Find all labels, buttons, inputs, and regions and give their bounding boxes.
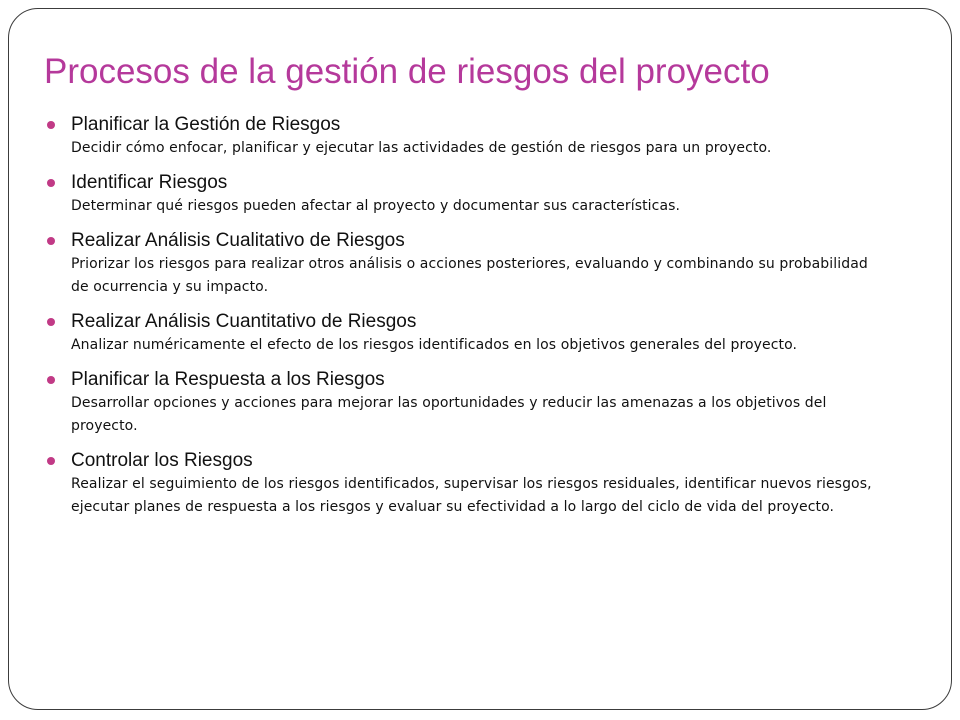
list-item [47,171,927,218]
item-heading: Controlar los Riesgos [71,450,253,471]
item-heading: Planificar la Respuesta a los Riesgos [71,369,385,390]
list-item [47,113,927,160]
bullet-icon [47,376,55,384]
slide-title: Procesos de la gestión de riesgos del proyecto [44,52,770,91]
item-description: Analizar numéricamente el efecto de los riesgos identificados en los objetivos generales del proyecto. [71,337,798,353]
bullet-icon [47,121,55,129]
list-item [47,449,927,519]
item-description: Decidir cómo enfocar, planificar y ejecutar las actividades de gestión de riesgos para un proyecto. [71,140,772,156]
item-heading: Planificar la Gestión de Riesgos [71,114,341,135]
bullet-icon [47,318,55,326]
item-description: Determinar qué riesgos pueden afectar al proyecto y documentar sus características. [71,198,681,214]
item-description: Priorizar los riesgos para realizar otros análisis o acciones posteriores, evaluando y combinando su probabilidad de ocurrencia y su impacto. [71,256,868,295]
bullet-icon [47,179,55,187]
slide-frame [8,8,952,710]
bullet-icon [47,237,55,245]
list-item [47,310,927,357]
list-item [47,229,927,299]
item-heading: Identificar Riesgos [71,172,228,193]
list-item [47,368,927,438]
process-list [47,113,927,530]
bullet-icon [47,457,55,465]
item-heading: Realizar Análisis Cuantitativo de Riesgos [71,311,417,332]
item-description: Realizar el seguimiento de los riesgos identificados, supervisar los riesgos residuales, identificar nuevos riesgos, ejecutar planes de respuesta a los riesgos y evaluar su efectividad a lo largo del ciclo de vida del proyecto. [71,476,872,515]
item-description: Desarrollar opciones y acciones para mejorar las oportunidades y reducir las amenazas a los objetivos del proyecto. [71,395,827,434]
item-heading: Realizar Análisis Cualitativo de Riesgos [71,230,405,251]
